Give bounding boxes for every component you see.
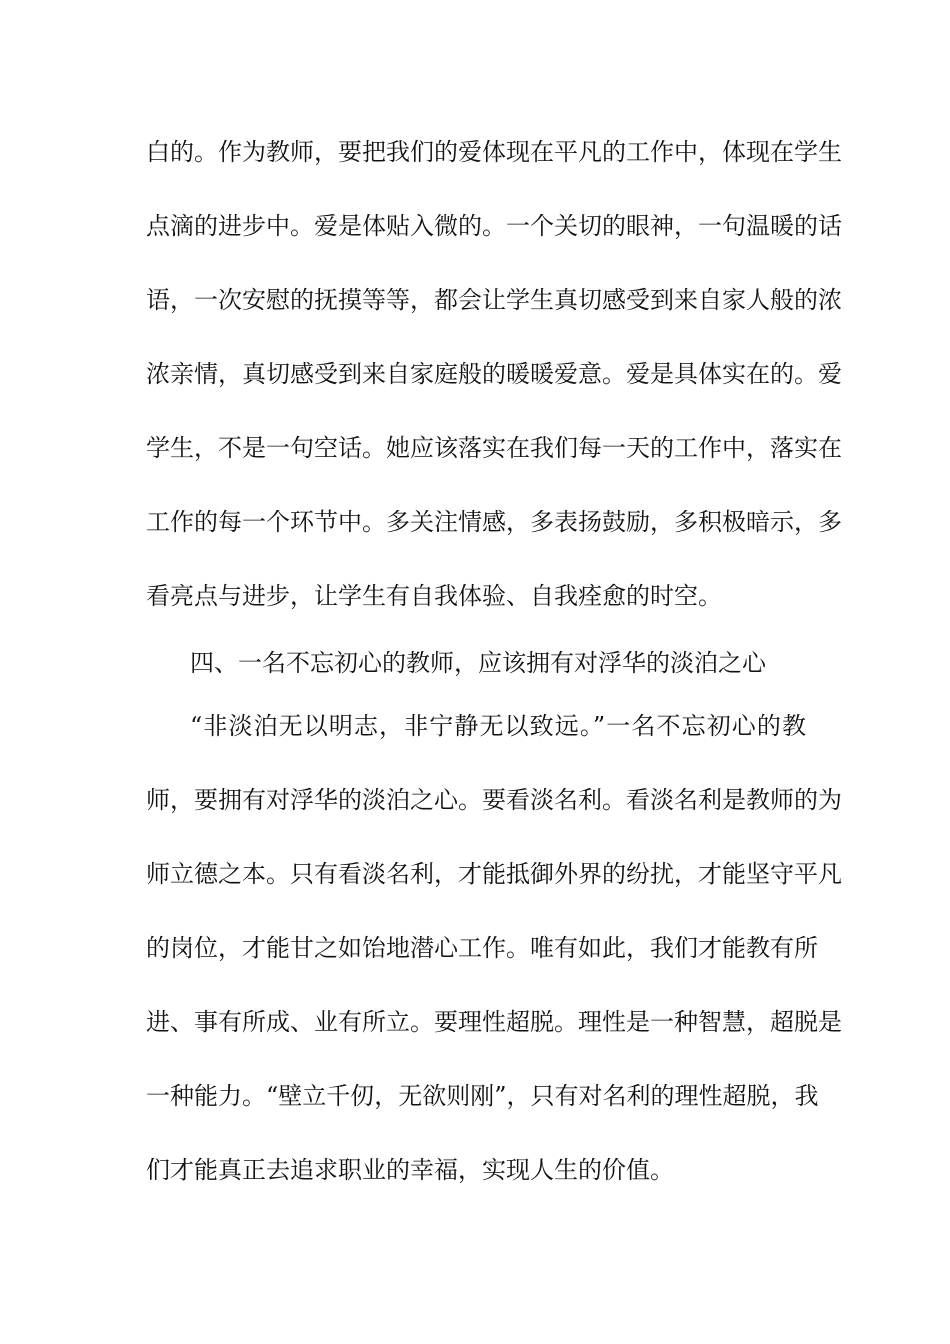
paragraph-line: 学生，不是一句空话。她应该落实在我们每一天的工作中，落实在 (146, 434, 842, 462)
section-heading: 四、一名不忘初心的教师，应该拥有对浮华的淡泊之心 (190, 649, 766, 677)
paragraph-line: 们才能真正去追求职业的幸福，实现人生的价值。 (146, 1156, 674, 1184)
paragraph-line: 浓亲情，真切感受到来自家庭般的暖暖爱意。爱是具体实在的。爱 (146, 360, 842, 388)
paragraph-line: 看亮点与进步，让学生有自我体验、自我痊愈的时空。 (146, 582, 722, 610)
paragraph-line: 的岗位，才能甘之如饴地潜心工作。唯有如此，我们才能教有所 (146, 934, 818, 962)
paragraph-line: 语，一次安慰的抚摸等等，都会让学生真切感受到来自家人般的浓 (146, 286, 842, 314)
paragraph-line: 点滴的进步中。爱是体贴入微的。一个关切的眼神，一句温暖的话 (146, 212, 842, 240)
paragraph-line: 白的。作为教师，要把我们的爱体现在平凡的工作中，体现在学生 (146, 138, 842, 166)
paragraph-line: 进、事有所成、业有所立。要理性超脱。理性是一种智慧，超脱是 (146, 1008, 842, 1036)
paragraph-line: 师立德之本。只有看淡名利，才能抵御外界的纷扰，才能坚守平凡 (146, 860, 842, 888)
paragraph-line: 一种能力。“壁立千仞，无欲则刚”，只有对名利的理性超脱，我 (146, 1082, 819, 1110)
paragraph-line: 师，要拥有对浮华的淡泊之心。要看淡名利。看淡名利是教师的为 (146, 786, 842, 814)
paragraph-line: 工作的每一个环节中。多关注情感，多表扬鼓励，多积极暗示，多 (146, 508, 842, 536)
paragraph-line: “非淡泊无以明志，非宁静无以致远。”一名不忘初心的教 (190, 712, 806, 740)
